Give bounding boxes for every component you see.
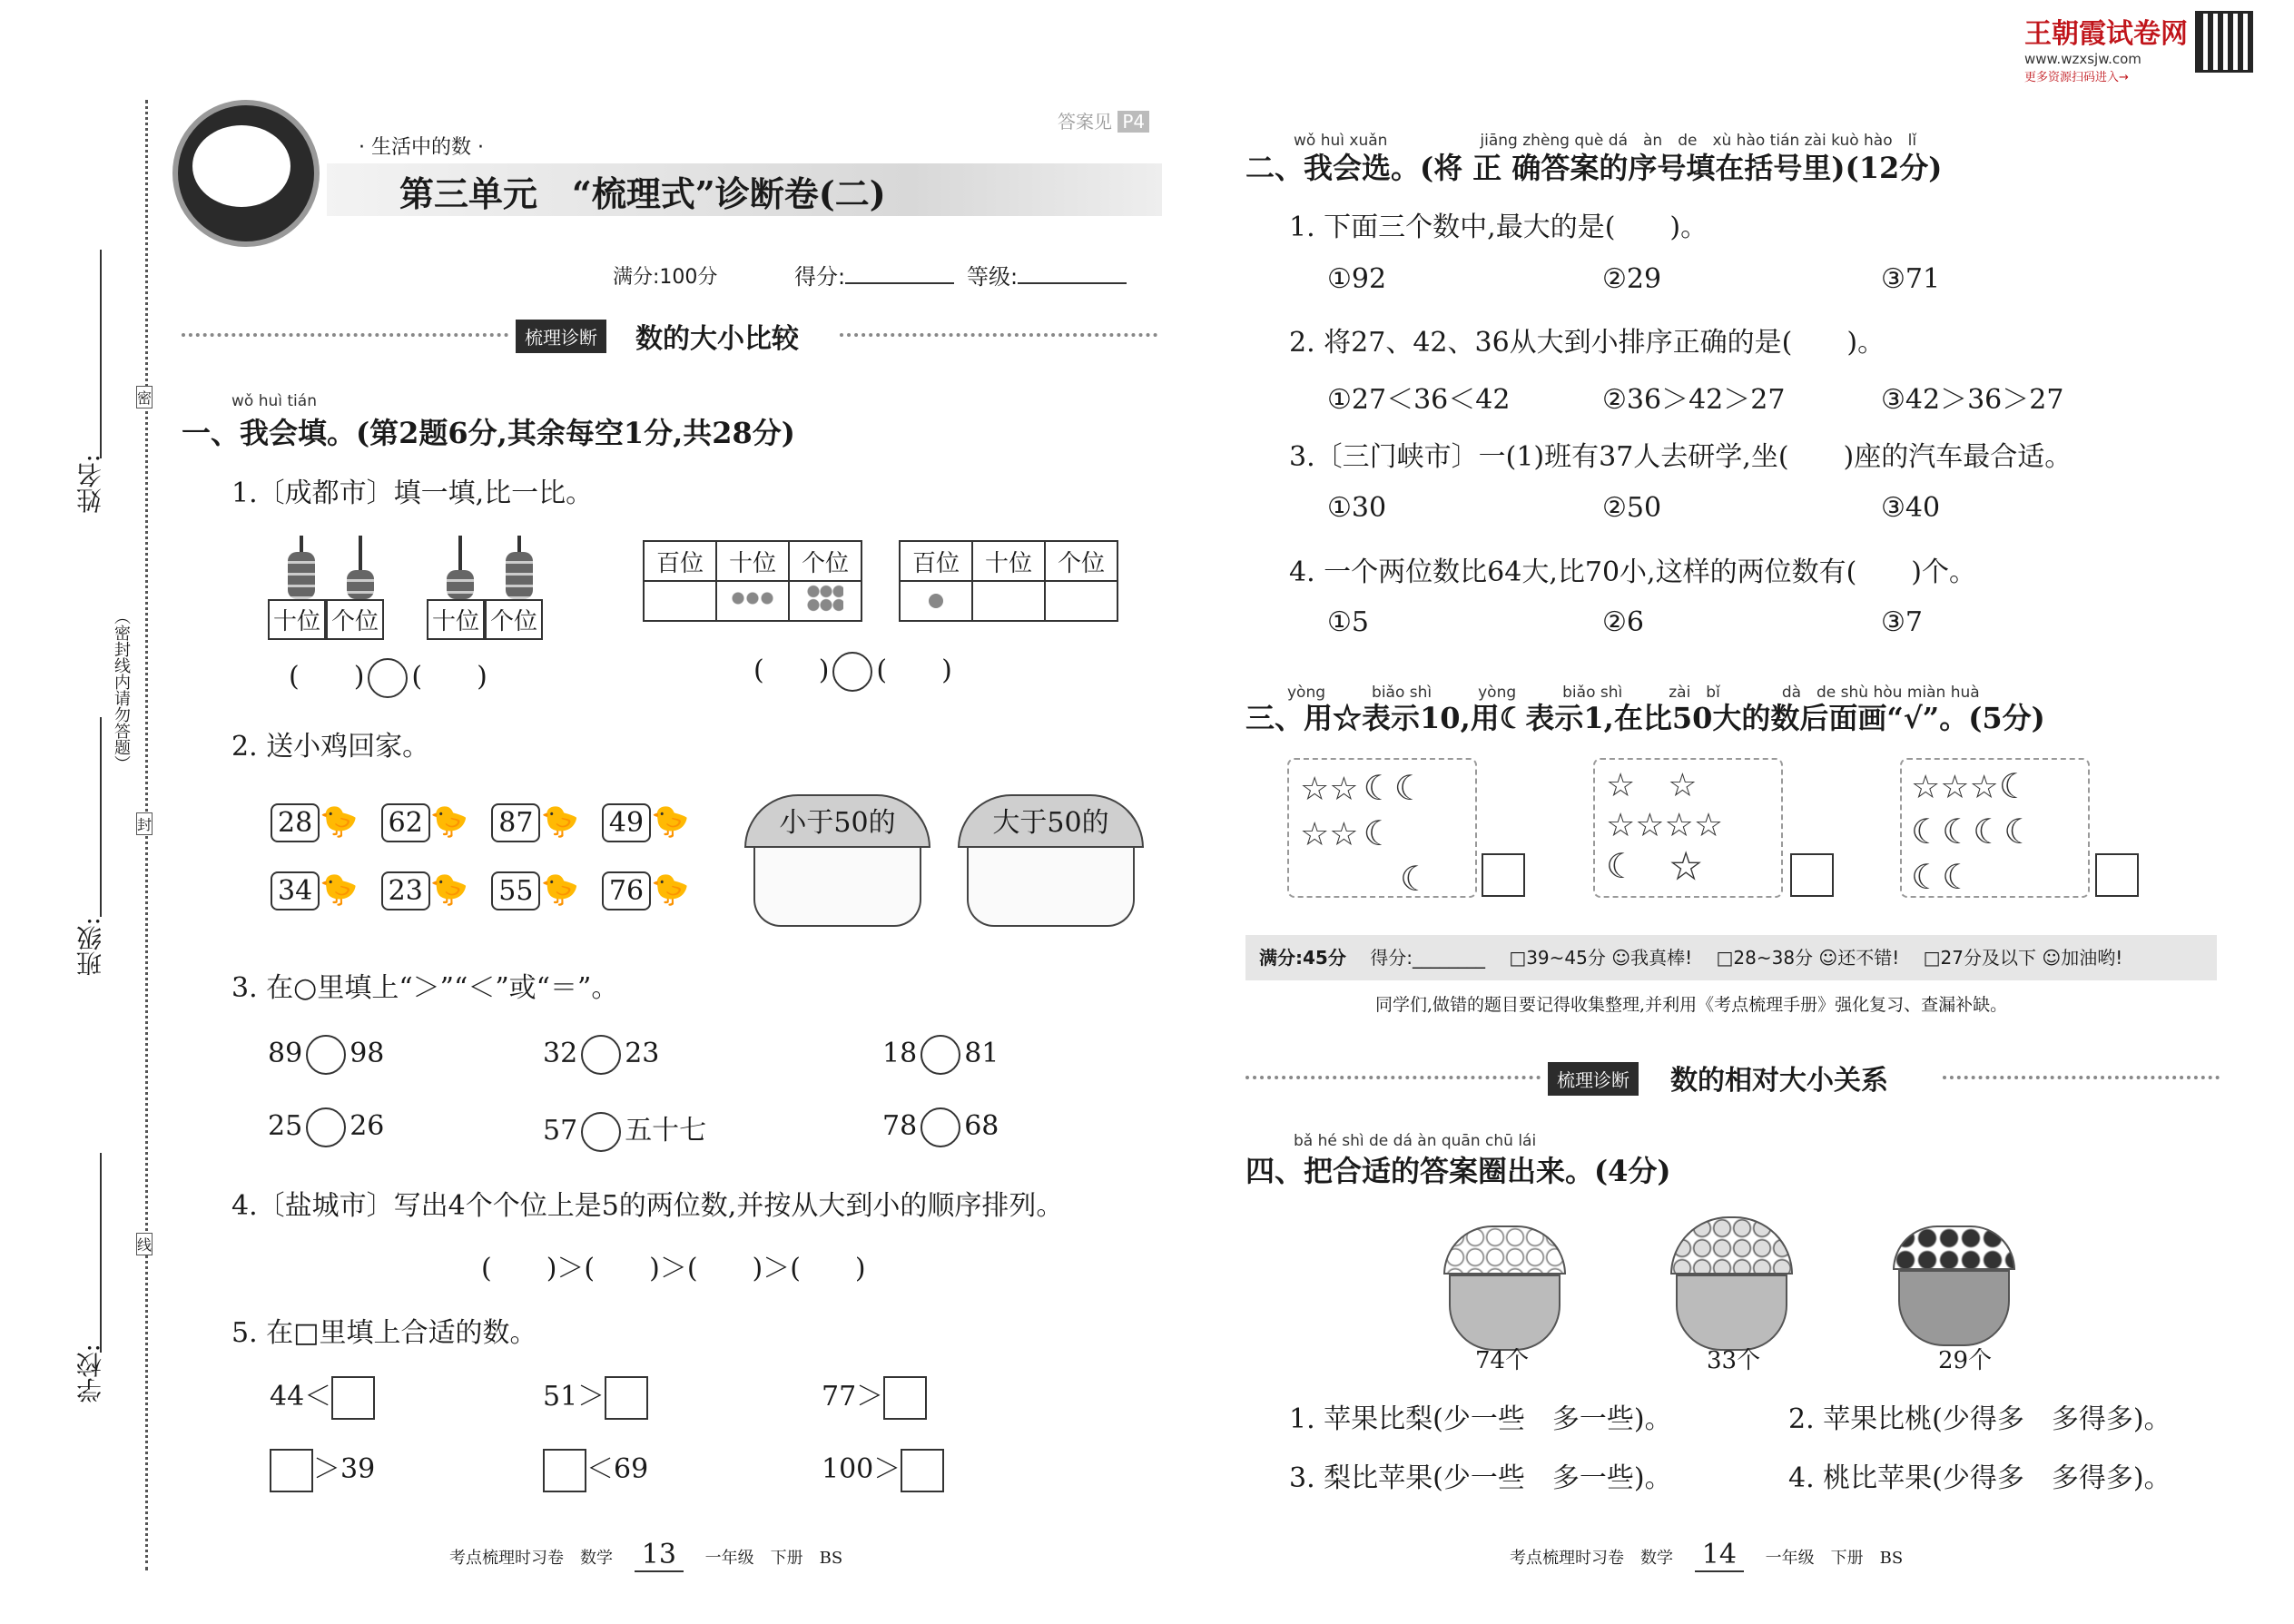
- q2-1-opt1[interactable]: ①92: [1327, 263, 1387, 295]
- compare-row-1b: 32 23: [543, 1035, 659, 1075]
- star-icon: ☆☆: [1300, 771, 1359, 808]
- class-line: [100, 717, 102, 917]
- name-line: [100, 250, 102, 458]
- star-icon: ☆ ☆: [1606, 767, 1698, 804]
- score-label: 得分:: [794, 259, 954, 290]
- chick-icon: 🐤: [651, 871, 690, 908]
- blank-paren[interactable]: ( ): [289, 661, 365, 693]
- section4-badge: 梳理诊断: [1548, 1062, 1639, 1096]
- place-table-2: [899, 540, 1118, 622]
- q4-head: 四、把合适的答案圈出来。(4分): [1245, 1154, 1671, 1188]
- q2-1-opt3[interactable]: ③71: [1881, 263, 1941, 295]
- symbol-panel-3: [1900, 758, 2090, 898]
- chick-icon: 🐤: [540, 803, 579, 840]
- divider-left: [182, 333, 508, 337]
- q1-4-blank[interactable]: ( )＞( )＞( )＞( ): [481, 1253, 866, 1284]
- q2-2: 2. 将27、42、36从大到小排序正确的是( )。: [1289, 327, 1885, 359]
- page-title: 第三单元 “梳理式”诊断卷(二): [399, 173, 886, 214]
- pv2-o: 个位: [1045, 541, 1117, 581]
- q2-4-opt1[interactable]: ①5: [1327, 606, 1369, 638]
- q1-3: 3. 在○里填上“＞”“＜”或“＝”。: [231, 972, 619, 1004]
- basket-large[interactable]: [958, 794, 1144, 927]
- seal-warning: （密封线内请勿答题）: [112, 608, 131, 772]
- q2-2-opt1[interactable]: ①27＜36＜42: [1327, 384, 1511, 416]
- rating-3[interactable]: □27分及以下: [1923, 947, 2037, 969]
- chick-card[interactable]: 55: [491, 871, 540, 910]
- abacus-1-tens: 十位: [268, 599, 326, 640]
- chick-card[interactable]: 76: [602, 871, 651, 910]
- check-box[interactable]: [1482, 853, 1525, 897]
- divider-right: [840, 333, 1157, 337]
- basket-large-label: 大于50的: [958, 794, 1144, 848]
- chick-icon: 🐤: [320, 871, 359, 908]
- q2-3-opt2[interactable]: ②50: [1602, 492, 1662, 524]
- fill-box[interactable]: [331, 1376, 375, 1420]
- compare-circle[interactable]: [921, 1107, 960, 1147]
- count-pear: 33个: [1707, 1347, 1761, 1374]
- compare-row-1: 89 98: [268, 1035, 384, 1075]
- score-bar: 满分:45分 得分:________ □39~45分 ☺我真棒! □28~38分 ☺还不错! □27分及以下 ☺加油哟!: [1245, 935, 2217, 980]
- compare-row-1c: 18 81: [882, 1035, 999, 1075]
- answer-ref: [1058, 107, 1149, 133]
- q2-4-opt3[interactable]: ③7: [1881, 606, 1923, 638]
- full-score: 满分:100分: [613, 266, 718, 289]
- seal-char-1: 密: [136, 386, 153, 408]
- moon-icon: ☾: [1400, 859, 1432, 899]
- abacus-2-tens: 十位: [427, 599, 485, 640]
- site-url: www.wzxsjw.com: [2024, 51, 2141, 67]
- divider-left-2: [1245, 1076, 1541, 1079]
- unit-tag: · 生活中的数 ·: [359, 136, 484, 159]
- pv2-h: 百位: [900, 541, 972, 581]
- q2-head: 二、我会选。(将 正 确答案的序号填在括号里)(12分): [1245, 151, 1943, 185]
- pv1-o: 个位: [789, 541, 861, 581]
- rating-1[interactable]: □39~45分: [1509, 947, 1606, 969]
- fill-a: 44＜: [270, 1373, 375, 1420]
- fill-box[interactable]: [270, 1449, 313, 1492]
- q1-head: 一、我会填。(第2题6分,其余每空1分,共28分): [182, 416, 795, 450]
- q1-2: 2. 送小鸡回家。: [231, 731, 430, 763]
- q2-3: 3.〔三门峡市〕一(1)班有37人去研学,坐( )座的汽车最合适。: [1289, 441, 2072, 473]
- chick-icon: 🐤: [429, 803, 469, 840]
- compare-row-2: 25 26: [268, 1107, 384, 1147]
- chick-icon: 🐤: [429, 871, 469, 908]
- compare-row-2c: 78 68: [882, 1107, 999, 1147]
- compare-circle[interactable]: [306, 1107, 346, 1147]
- q1-5: 5. 在□里填上合适的数。: [231, 1317, 537, 1349]
- blank-paren[interactable]: ( ): [753, 655, 830, 686]
- q3-head: 三、用☆表示10,用☾表示1,在比50大的数后面画“√”。(5分): [1245, 701, 2045, 735]
- fill-box[interactable]: [883, 1376, 927, 1420]
- pv1-dots-ones: [789, 581, 861, 621]
- chick-icon: 🐤: [540, 871, 579, 908]
- school-label: 学校:: [75, 1343, 105, 1403]
- brand-badge-inner: [192, 125, 290, 207]
- fill-d: ＞39: [270, 1446, 375, 1492]
- moon-icon: ☾: [1499, 701, 1526, 735]
- chick-card[interactable]: 49: [602, 803, 651, 842]
- place-table-1: [643, 540, 862, 622]
- q4-2[interactable]: 2. 苹果比桃(少得多 多得多)。: [1788, 1403, 2171, 1435]
- abacus-1-ones: 个位: [326, 599, 384, 640]
- pv1-t: 十位: [716, 541, 789, 581]
- chick-icon: 🐤: [320, 803, 359, 840]
- fill-box[interactable]: [605, 1376, 648, 1420]
- check-box[interactable]: [1790, 853, 1834, 897]
- page-number: 13: [635, 1539, 684, 1572]
- binding-line: [145, 100, 148, 1570]
- chick-card[interactable]: 23: [381, 871, 430, 910]
- chick-row-1: [271, 803, 689, 842]
- compare-circle[interactable]: [368, 658, 408, 698]
- chick-icon: 🐤: [651, 803, 690, 840]
- footer-left: 考点梳理时习卷 数学 13 一年级 下册 BS: [449, 1539, 843, 1570]
- table-compare: [753, 647, 952, 692]
- q3-pinyin: yòng biǎo shì yòng biǎo shì zài bǐ dà de shù hòu miàn huà: [1287, 684, 1980, 702]
- q4-1[interactable]: 1. 苹果比梨(少一些 多一些)。: [1289, 1403, 1672, 1435]
- chick-card[interactable]: 62: [381, 803, 430, 842]
- section1-title: 数的大小比较: [635, 323, 799, 355]
- chick-card[interactable]: 87: [491, 803, 540, 842]
- site-logo: [2024, 11, 2188, 84]
- class-label: 班级:: [75, 917, 105, 977]
- count-apple: 74个: [1475, 1347, 1530, 1374]
- check-box[interactable]: [2095, 853, 2139, 897]
- q1-pinyin: wǒ huì tián: [231, 392, 317, 410]
- smile-icon: ☺: [2042, 947, 2062, 969]
- page-number: 14: [1695, 1539, 1744, 1572]
- section1-badge: 梳理诊断: [516, 320, 606, 353]
- smile-icon: ☺: [1611, 947, 1631, 969]
- fill-c: 77＞: [822, 1373, 927, 1420]
- star-icon: ☆: [1637, 849, 1703, 886]
- q4-3[interactable]: 3. 梨比苹果(少一些 多一些)。: [1289, 1462, 1672, 1494]
- symbol-panel-2: [1593, 758, 1783, 898]
- divider-right-2: [1943, 1076, 2220, 1079]
- moon-icon: ☾☾☾☾: [1911, 812, 2035, 851]
- fill-f: 100＞: [822, 1446, 944, 1492]
- moon-icon: ☾: [1363, 813, 1394, 853]
- pv2-dots-h: [900, 581, 972, 621]
- compare-circle[interactable]: [581, 1112, 621, 1152]
- compare-row-2b: 57 五十七: [543, 1107, 706, 1152]
- pv1-h: 百位: [644, 541, 716, 581]
- name-label: 姓名:: [75, 454, 105, 514]
- compare-circle[interactable]: [921, 1035, 960, 1075]
- q2-pinyin: wǒ huì xuǎn jiāng zhèng què dá àn de xù hào tián zài kuò hào lǐ: [1294, 132, 1917, 150]
- school-line: [100, 1153, 102, 1353]
- abacus-compare: [289, 654, 487, 698]
- compare-circle[interactable]: [306, 1035, 346, 1075]
- site-brand: 王朝霞试卷网: [2024, 18, 2188, 50]
- count-peach: 29个: [1938, 1347, 1993, 1374]
- q2-2-opt3[interactable]: ③42＞36＞27: [1881, 384, 2064, 416]
- seal-char-3: 线: [136, 1233, 153, 1255]
- moon-icon: ☾☾: [1363, 768, 1425, 808]
- qr-code-icon: [2195, 11, 2253, 73]
- blank-paren[interactable]: ( ): [876, 655, 952, 686]
- pv1-dots-tens: [716, 581, 789, 621]
- pv2-t: 十位: [972, 541, 1045, 581]
- basket-small-label: 小于50的: [744, 794, 930, 848]
- q1-1: 1.〔成都市〕填一填,比一比。: [231, 477, 594, 509]
- answer-ref-label: 答案见: [1058, 111, 1112, 133]
- symbol-panel-1: [1287, 758, 1477, 898]
- compare-circle[interactable]: [581, 1035, 621, 1075]
- q4-4[interactable]: 4. 桃比苹果(少得多 多得多)。: [1788, 1462, 2171, 1494]
- fill-box[interactable]: [901, 1449, 944, 1492]
- fill-box[interactable]: [543, 1449, 586, 1492]
- q4-pinyin: bǎ hé shì de dá àn quān chū lái: [1294, 1132, 1537, 1150]
- star-icon: ☆☆: [1300, 816, 1359, 853]
- abacus-2-ones: 个位: [485, 599, 543, 640]
- study-note: 同学们,做错的题目要记得收集整理,并利用《考点梳理手册》强化复习、查漏补缺。: [1375, 995, 2008, 1015]
- chick-card[interactable]: 34: [271, 871, 320, 910]
- answer-ref-page: P4: [1117, 111, 1149, 133]
- grade-label: 等级:: [967, 259, 1127, 290]
- section4-title: 数的相对大小关系: [1670, 1065, 1888, 1097]
- fruit-basket-pear: [1670, 1216, 1793, 1351]
- blank-paren[interactable]: ( ): [411, 661, 487, 693]
- moon-icon: ☾☾: [1911, 857, 1974, 897]
- star-icon: ☆☆☆: [1911, 769, 1999, 806]
- q2-1: 1. 下面三个数中,最大的是( )。: [1289, 212, 1708, 243]
- site-slogan: 更多资源扫码进入→: [2024, 71, 2129, 84]
- q2-4-opt2[interactable]: ②6: [1602, 606, 1644, 638]
- fruit-basket-peach: [1893, 1225, 2015, 1346]
- q2-3-opt1[interactable]: ①30: [1327, 492, 1387, 524]
- fruit-basket-apple: [1443, 1225, 1566, 1351]
- rating-2[interactable]: □28~38分: [1716, 947, 1814, 969]
- smile-icon: ☺: [1818, 947, 1838, 969]
- footer-right: 考点梳理时习卷 数学 14 一年级 下册 BS: [1510, 1539, 1904, 1570]
- seal-char-2: 封: [136, 812, 153, 835]
- chick-card[interactable]: 28: [271, 803, 320, 842]
- star-icon: ☆: [1333, 701, 1363, 735]
- fill-e: ＜69: [543, 1446, 648, 1492]
- q2-3-opt3[interactable]: ③40: [1881, 492, 1941, 524]
- q1-4: 4.〔盐城市〕写出4个个位上是5的两位数,并按从大到小的顺序排列。: [231, 1190, 1064, 1222]
- fill-b: 51＞: [543, 1373, 648, 1420]
- compare-circle[interactable]: [832, 652, 872, 692]
- q2-2-opt2[interactable]: ②36＞42＞27: [1602, 384, 1786, 416]
- star-icon: ☆☆☆☆: [1606, 807, 1724, 844]
- chick-row-2: [271, 871, 689, 910]
- moon-icon: ☾: [1606, 846, 1638, 886]
- basket-small[interactable]: [744, 794, 930, 927]
- q2-4: 4. 一个两位数比64大,比70小,这样的两位数有( )个。: [1289, 556, 1976, 588]
- moon-icon: ☾: [1998, 766, 2030, 806]
- q2-1-opt2[interactable]: ②29: [1602, 263, 1662, 295]
